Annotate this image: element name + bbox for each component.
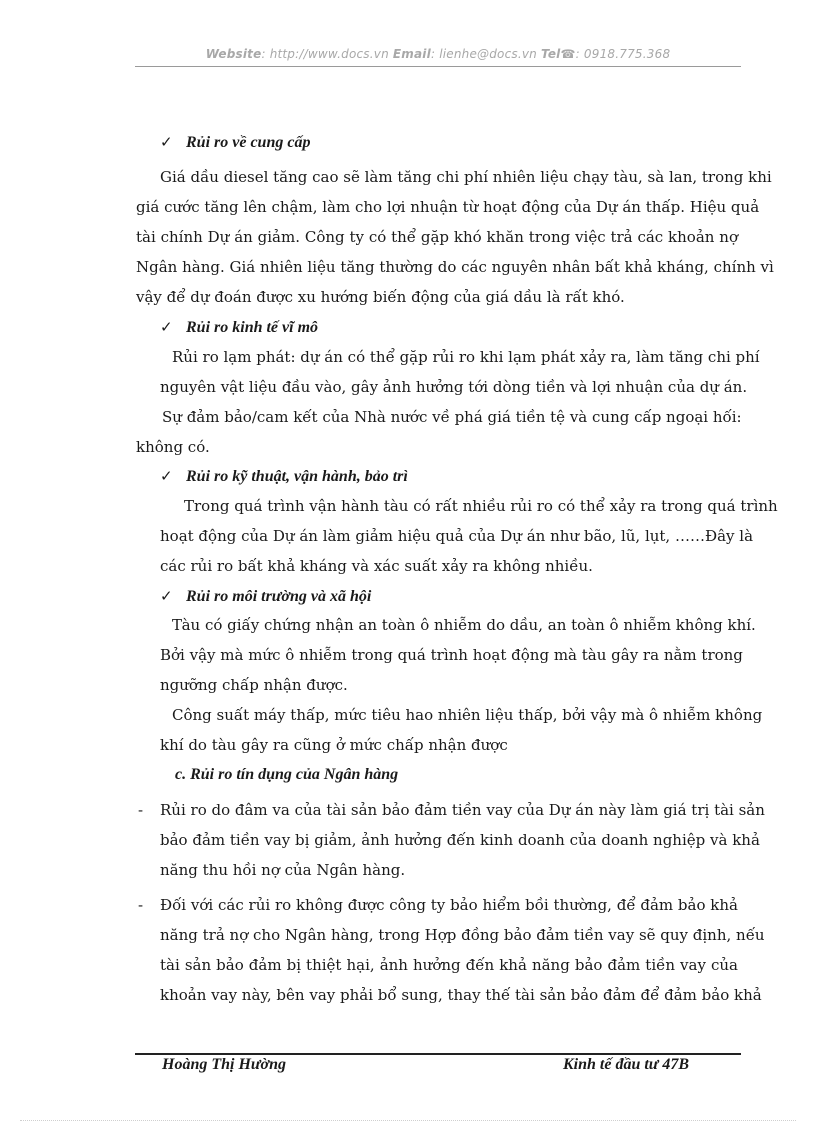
paragraph-line: hoạt động của Dự án làm giảm hiệu quả của Dự án như bão, lũ, lụt, ……Đây là [160,527,754,545]
paragraph-line: tài chính Dự án giảm. Công ty có thể gặp khó khăn trong việc trả các khoản nợ [136,228,738,246]
list-item-line: bảo đảm tiền vay bị giảm, ảnh hưởng đến kinh doanh của doanh nghiệp và khả [160,831,760,849]
email-value: : lienhe@docs.vn [430,47,537,61]
tel-value: ☎: 0918.775.368 [560,47,671,61]
section-heading-technical: Rủi ro kỹ thuật, vận hành, bảo trì [186,468,408,485]
checkmark-icon: ✓ [160,133,173,151]
list-item-line: khoản vay này, bên vay phải bổ sung, thay thế tài sản bảo đảm để đảm bảo khả [160,986,762,1004]
website-label: Website [205,47,262,61]
page-header [135,47,741,61]
checkmark-icon: ✓ [160,467,173,485]
section-heading-environment: Rủi ro môi trường và xã hội [186,588,372,605]
footer-divider [135,1053,741,1055]
paragraph-line: Ngân hàng. Giá nhiên liệu tăng thường do các nguyên nhân bất khả kháng, chính vì [136,258,774,276]
list-item-line: Đối với các rủi ro không được công ty bảo hiểm bồi thường, để đảm bảo khả [160,896,738,914]
paragraph-line: khí do tàu gây ra cũng ở mức chấp nhận được [160,736,508,754]
checkmark-icon: ✓ [160,318,173,336]
page-bottom-border [20,1120,796,1121]
list-bullet: - [138,896,144,914]
paragraph-line: nguyên vật liệu đầu vào, gây ảnh hưởng tới dòng tiền và lợi nhuận của dự án. [160,378,748,396]
footer-class: Kinh tế đầu tư 47B [563,1056,690,1073]
section-heading-macro: Rủi ro kinh tế vĩ mô [186,319,319,336]
list-item-line: Rủi ro do đâm va của tài sản bảo đảm tiền vay của Dự án này làm giá trị tài sản [160,801,765,819]
paragraph-line: ngưỡng chấp nhận được. [160,676,348,694]
list-item-line: năng thu hồi nợ của Ngân hàng. [160,861,406,879]
paragraph-line: không có. [136,438,210,456]
list-item-line: năng trả nợ cho Ngân hàng, trong Hợp đồng bảo đảm tiền vay sẽ quy định, nếu [160,926,765,944]
paragraph-line: Tàu có giấy chứng nhận an toàn ô nhiễm do dầu, an toàn ô nhiễm không khí. [172,616,756,634]
website-value: : http://www.docs.vn [261,47,389,61]
paragraph-line: Trong quá trình vận hành tàu có rất nhiều rủi ro có thể xảy ra trong quá trình [184,497,778,515]
email-label: Email [392,47,431,61]
paragraph-line: giá cước tăng lên chậm, làm cho lợi nhuận từ hoạt động của Dự án thấp. Hiệu quả [136,198,760,216]
footer-author: Hoàng Thị Hường [162,1056,286,1073]
paragraph-line: Bởi vậy mà mức ô nhiễm trong quá trình hoạt động mà tàu gây ra nằm trong [160,646,743,664]
paragraph-line: các rủi ro bất khả kháng và xác suất xảy ra không nhiều. [160,557,593,575]
header-divider [135,66,741,67]
list-item-line: tài sản bảo đảm bị thiệt hại, ảnh hưởng đến khả năng bảo đảm tiền vay của [160,956,738,974]
paragraph-line: Giá dầu diesel tăng cao sẽ làm tăng chi phí nhiên liệu chạy tàu, sà lan, trong khi [160,168,772,186]
paragraph-line: Rủi ro lạm phát: dự án có thể gặp rủi ro khi lạm phát xảy ra, làm tăng chi phí [172,348,760,366]
paragraph-line: Công suất máy thấp, mức tiêu hao nhiên liệu thấp, bởi vậy mà ô nhiễm không [172,706,763,724]
section-heading-supply: Rủi ro về cung cấp [186,134,311,151]
section-heading-credit: c. Rủi ro tín dụng của Ngân hàng [175,766,399,783]
checkmark-icon: ✓ [160,587,173,605]
list-bullet: - [138,801,144,819]
paragraph-line: vậy để dự đoán được xu hướng biến động của giá dầu là rất khó. [136,288,625,306]
paragraph-line: Sự đảm bảo/cam kết của Nhà nước về phá giá tiền tệ và cung cấp ngoại hối: [162,408,742,426]
tel-label: Tel [541,47,561,61]
